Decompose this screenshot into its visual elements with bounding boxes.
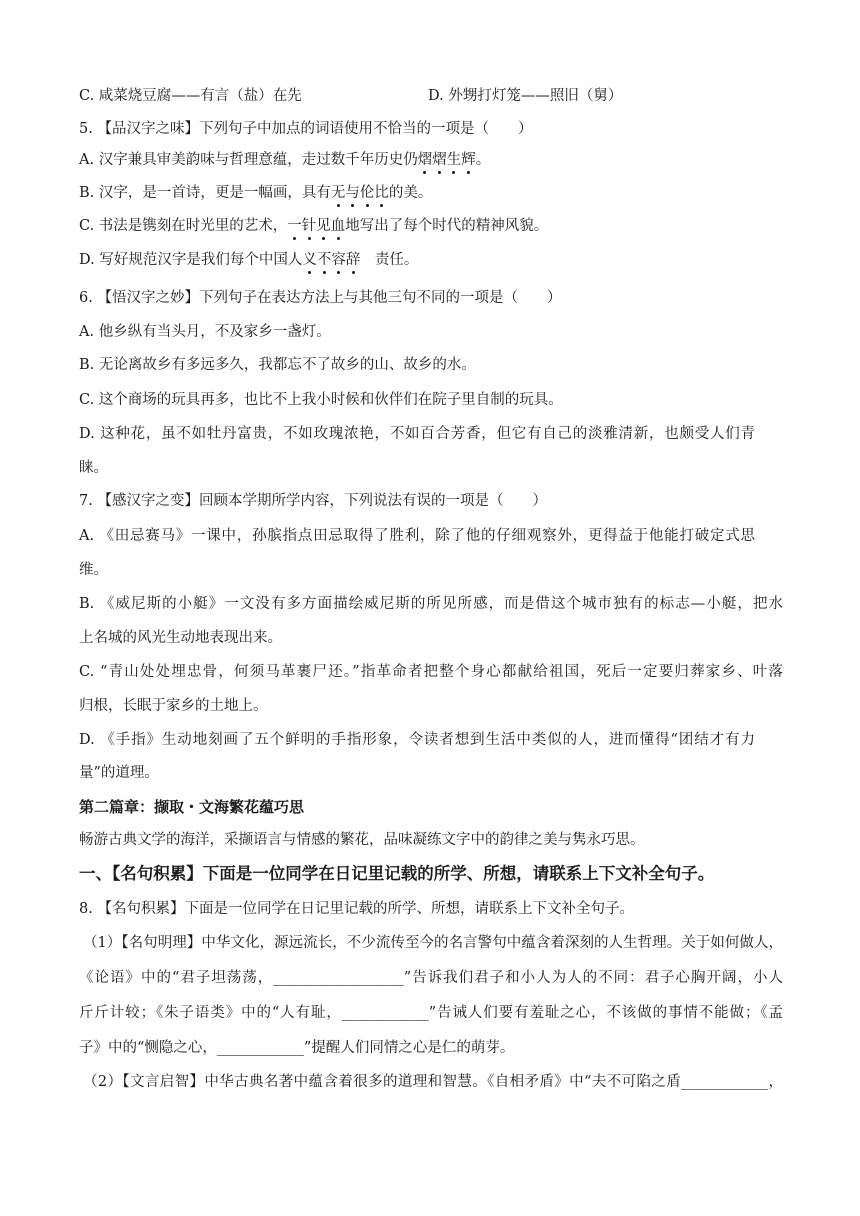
dotted-char: 伦 [359, 185, 375, 201]
q8-stem: 8. 【名句积累】下面是一位同学在日记里记载的所学、所想，请联系上下文补全句子。 [79, 901, 634, 917]
dotted-char: 针 [301, 218, 317, 234]
dotted-char: 与 [345, 185, 360, 201]
q8-part1-line1: （1）【名句明理】中华文化，源远流长，不少流传至今的名言警句中蕴含着深刻的人生哲理。关于如何做人， [83, 935, 783, 951]
q7-stem: 7. 【感汉字之变】回顾本学期所学内容，下列说法有误的一项是（ ） [79, 493, 547, 509]
dotted-char: 辉 [461, 152, 476, 168]
dotted-words-d [302, 252, 360, 268]
q4-option-c: C. 咸菜烧豆腐——有言（盐）在先 [79, 88, 302, 104]
q7-option-c-line2: 归根，长眠于家乡的土地上。 [79, 698, 268, 714]
q4-option-d: D. 外甥打灯笼——照旧（舅） [428, 88, 623, 104]
dotted-char: 不 [316, 252, 332, 268]
dotted-words-b [331, 185, 389, 201]
dotted-words-c [287, 218, 345, 234]
q8-part1-line2: 《论语》中的“君子坦荡荡，__________________”告诉我们君子和小人为人的不同：君子心胸开阔，小人 [79, 970, 783, 986]
dotted-words-a [418, 152, 476, 168]
dotted-char: 见 [316, 218, 331, 234]
chapter-intro: 畅游古典文学的海洋，采撷语言与情感的繁花，品味凝练文字中的韵律之美与隽永巧思。 [79, 832, 645, 848]
q6-option-b: B. 无论离故乡有多远多久，我都忘不了故乡的山、故乡的水。 [79, 357, 476, 373]
dotted-char: 义 [302, 252, 317, 268]
dotted-char: 无 [330, 185, 346, 201]
q8-part1-line4: 子》中的“恻隐之心，____________”提醒人们同情之心是仁的萌芽。 [79, 1040, 515, 1056]
q5-stem: 5. 【品汉字之味】下列句子中加点的词语使用不恰当的一项是（ ） [79, 121, 533, 137]
q8-part2-line1: （2）【文言启智】中华古典名著中蕴含着很多的道理和智慧。《自相矛盾》中“夫不可陷之盾____________， [83, 1074, 783, 1090]
dotted-char: 熠 [432, 152, 447, 168]
q6-option-c: C. 这个商场的玩具再多，也比不上我小时候和伙伴们在院子里自制的玩具。 [79, 392, 563, 408]
dotted-char: 一 [287, 218, 302, 234]
q7-option-b-line2: 上名城的风光生动地表现出来。 [79, 630, 282, 646]
q6-stem: 6. 【悟汉字之妙】下列句子在表达方法上与其他三句不同的一项是（ ） [79, 290, 562, 306]
q6-option-d-line2: 睐。 [79, 460, 108, 476]
q5-option-b: B. 汉字，是一首诗，更是一幅画，具有无与伦比的美。 [79, 185, 433, 201]
section-heading: 一、【名句积累】下面是一位同学在日记里记载的所学、所想，请联系上下文补全句子。 [79, 864, 715, 883]
q6-option-a: A. 他乡纵有当头月，不及家乡一盏灯。 [79, 324, 331, 340]
chapter-title: 第二篇章：撷取・文海繁花蕴巧思 [79, 798, 305, 816]
q5-option-d: D. 写好规范汉字是我们每个中国人义不容辞 责任。 [79, 252, 419, 268]
dotted-char: 容 [331, 252, 346, 268]
q6-option-d-line1: D. 这种花，虽不如牡丹富贵，不如玫瑰浓艳，不如百合芳香，但它有自己的淡雅清新，也颇受人们青 [79, 426, 755, 442]
q5-option-a: A. 汉字兼具审美韵味与哲理意蕴，走过数千年历史仍熠熠生辉。 [79, 152, 491, 168]
dotted-char: 生 [446, 152, 462, 168]
dotted-char: 血 [330, 218, 346, 234]
dotted-char: 辞 [345, 252, 361, 268]
q7-option-d-line2: 量”的道理。 [79, 765, 159, 781]
dotted-char: 比 [374, 185, 389, 201]
q7-option-a-line1: A. 《田忌赛马》一课中，孙膑指点田忌取得了胜利，除了他的仔细观察外，更得益于他能打破定式思 [79, 528, 755, 544]
dotted-char: 熠 [417, 152, 433, 168]
q7-option-d-line1: D. 《手指》生动地刻画了五个鲜明的手指形象，令读者想到生活中类似的人，进而懂得“团结才有力 [79, 732, 755, 748]
q7-option-b-line1: B. 《威尼斯的小艇》一文没有多方面描绘威尼斯的所见所感，而是借这个城市独有的标志—小艇，把水 [79, 596, 783, 612]
q5-option-c: C. 书法是镌刻在时光里的艺术，一针见血地写出了每个时代的精神风貌。 [79, 218, 549, 234]
q7-option-c-line1: C. “青山处处埋忠骨，何须马革裹尸还。”指革命者把整个身心都献给祖国，死后一定要归葬家乡、叶落 [79, 664, 783, 680]
q8-part1-line3: 斤斤计较；《朱子语类》中的“人有耻，____________”告诫人们要有羞耻之心，不该做的事情不能做；《孟 [79, 1005, 783, 1021]
q7-option-a-line2: 维。 [79, 562, 108, 578]
